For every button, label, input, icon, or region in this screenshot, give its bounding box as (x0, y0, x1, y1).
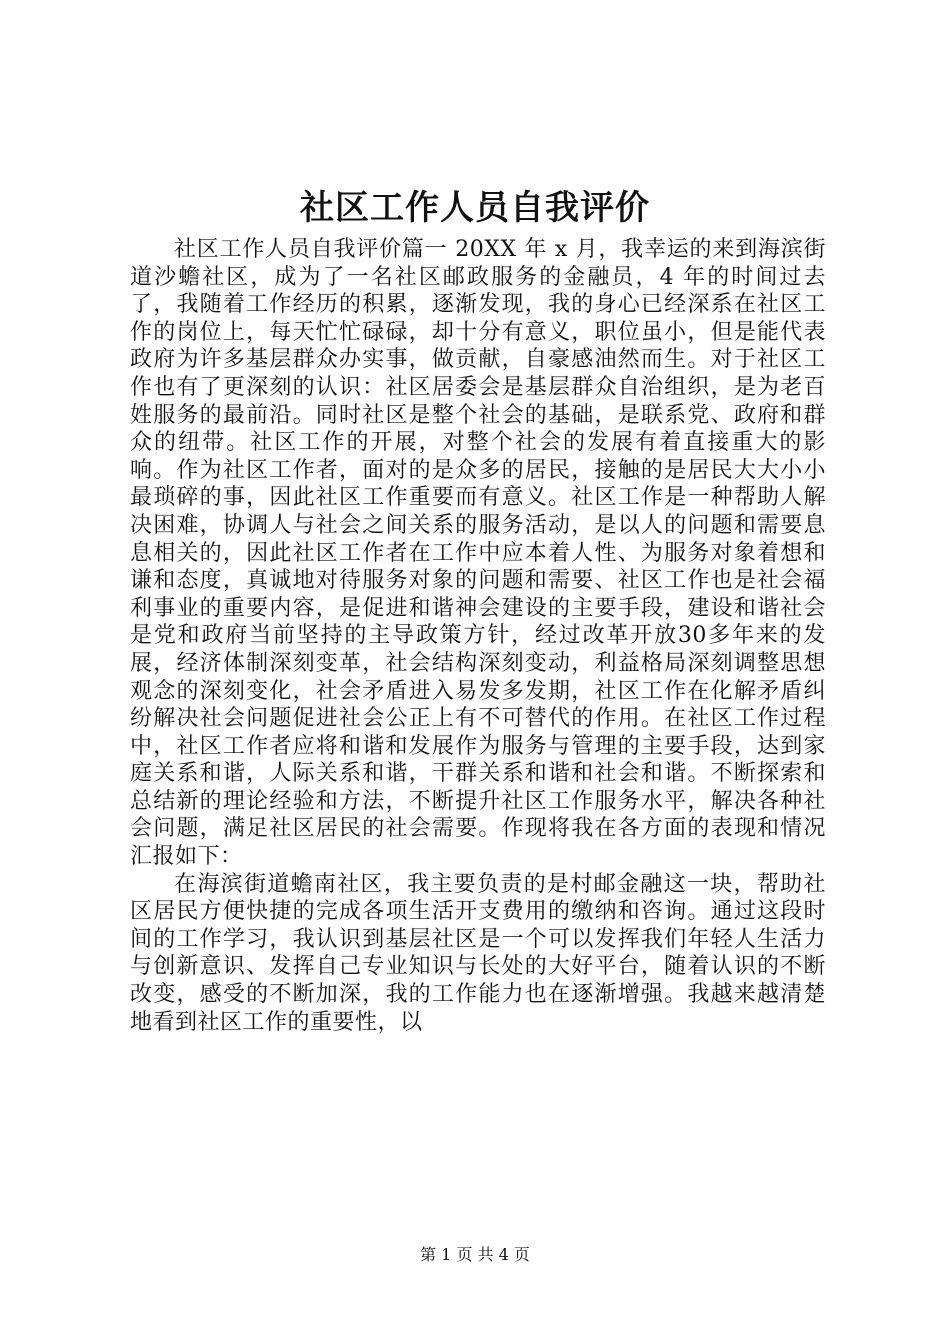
page-number-footer: 第 1 页 共 4 页 (420, 1245, 530, 1264)
paragraph-1: 社区工作人员自我评价篇一 20XX 年 x 月，我幸运的来到海滨街道沙蟾社区，成为了一名社区邮政服务的金融员，4 年的时间过去了，我随着工作经历的积累，逐渐发现，我的身心已经深系在社区工作的岗位上，每天忙忙碌碌，却十分有意义，职位虽小，但是能代表政府为许多基层群众办实事，做贡献，自豪感油然而生。对于社区工作也有了更深刻的认识：社区居委会是基层群众自治组织，是为老百姓服务的最前沿。同时社区是整个社会的基础，是联系党、政府和群众的纽带。社区工作的开展，对整个社会的发展有着直接重大的影响。作为社区工作者，面对的是众多的居民，接触的是居民大大小小最琐碎的事，因此社区工作重要而有意义。社区工作是一种帮助人解决困难，协调人与社会之间关系的服务活动，是以人的问题和需要息息相关的，因此社区工作者在工作中应本着人性、为服务对象着想和谦和态度，真诚地对待服务对象的问题和需要、社区工作也是社会福利事业的重要内容，是促进和谐神会建设的主要手段，建设和谐社会是党和政府当前坚持的主导政策方针，经过改革开放30多年来的发展，经济体制深刻变革，社会结构深刻变动，利益格局深刻调整思想观念的深刻变化，社会矛盾进入易发多发期，社区工作在化解矛盾纠纷解决社会问题促进社会公正上有不可替代的作用。在社区工作过程中，社区工作者应将和谐和发展作为服务与管理的主要手段，达到家庭关系和谐，人际关系和谐，干群关系和谐和社会和谐。不断探索和总结新的理论经验和方法，不断提升社区工作服务水平，解决各种社会问题，满足社区居民的社会需要。作现将我在各方面的表现和情况汇报如下： (130, 237, 826, 870)
document-body (130, 236, 826, 1036)
document-title: 社区工作人员自我评价 (300, 188, 650, 228)
paragraph-2: 在海滨街道蟾南社区，我主要负责的是村邮金融这一块，帮助社区居民方便快捷的完成各项生活开支费用的缴纳和咨询。通过这段时间的工作学习，我认识到基层社区是一个可以发挥我们年轻人生活力与创新意识、发挥自己专业知识与长处的大好平台，随着认识的不断改变，感受的不断加深，我的工作能力也在逐渐增强。我越来越清楚地看到社区工作的重要性，以 (130, 871, 826, 1035)
